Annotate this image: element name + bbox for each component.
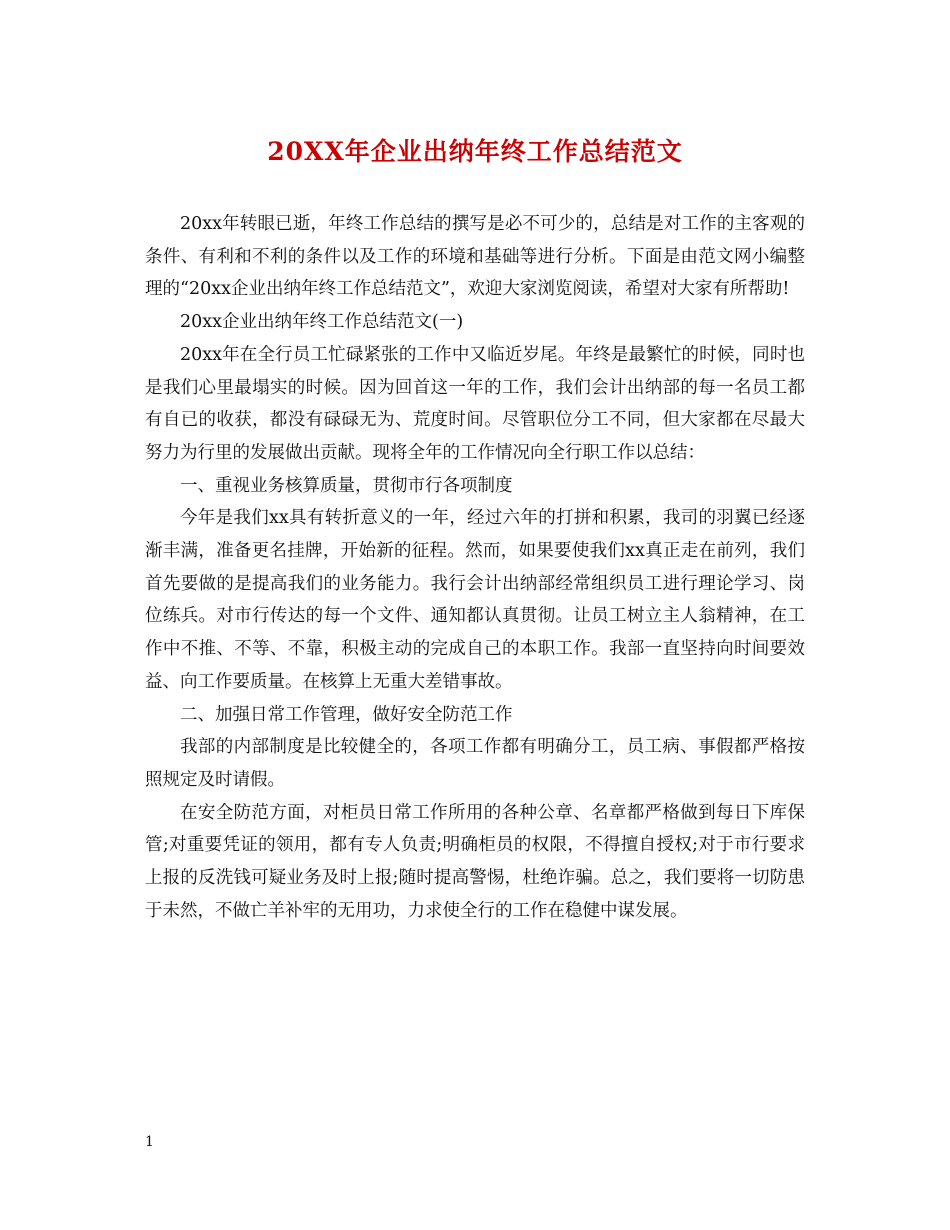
intro-paragraph: 20xx年转眼已逝，年终工作总结的撰写是必不可少的，总结是对工作的主客观的条件、有利和不利的条件以及工作的环境和基础等进行分析。下面是由范文网小编整理的“20xx企业出纳年终工作总结范文”，欢迎大家浏览阅读，希望对大家有所帮助! — [145, 214, 805, 300]
page-number: 1 — [145, 1134, 154, 1150]
body-paragraph: 我部的内部制度是比较健全的，各项工作都有明确分工，员工病、事假都严格按照规定及时请假。 — [145, 737, 805, 790]
section-heading-two: 二、加强日常工作管理，做好安全防范工作 — [180, 704, 513, 725]
body-paragraph: 今年是我们xx具有转折意义的一年，经过六年的打拼和积累，我司的羽翼已经逐渐丰满，准备更名挂牌，开始新的征程。然而，如果要使我们xx真正走在前列，我们首先要做的是提高我们的业务能力。我行会计出纳部经常组织员工进行理论学习、岗位练兵。对市行传达的每一个文件、通知都认真贯彻。让员工树立主人翁精神，在工作中不推、不等、不靠，积极主动的完成自己的本职工作。我部一直坚持向时间要效益、向工作要质量。在核算上无重大差错事故。 — [145, 508, 805, 692]
body-paragraph: 20xx年在全行员工忙碌紧张的工作中又临近岁尾。年终是最繁忙的时候，同时也是我们心里最塌实的时候。因为回首这一年的工作，我们会计出纳部的每一名员工都有自已的收获，都没有碌碌无为、荒度时间。尽管职位分工不同，但大家都在尽最大努力为行里的发展做出贡献。现将全年的工作情况向全行职工作以总结： — [145, 344, 805, 463]
document-title: 20XX年企业出纳年终工作总结范文 — [267, 137, 683, 166]
document-body — [145, 208, 805, 927]
section-heading-one: 一、重视业务核算质量，贯彻市行各项制度 — [180, 475, 513, 496]
body-paragraph: 在安全防范方面，对柜员日常工作所用的各种公章、名章都严格做到每日下库保管;对重要凭证的领用，都有专人负责;明确柜员的权限，不得擅自授权;对于市行要求上报的反洗钱可疑业务及时上报;随时提高警惕，杜绝诈骗。总之，我们要将一切防患于未然，不做亡羊补牢的无用功，力求使全行的工作在稳健中谋发展。 — [145, 802, 805, 921]
section-heading-sample-one: 20xx企业出纳年终工作总结范文(一) — [180, 312, 464, 333]
